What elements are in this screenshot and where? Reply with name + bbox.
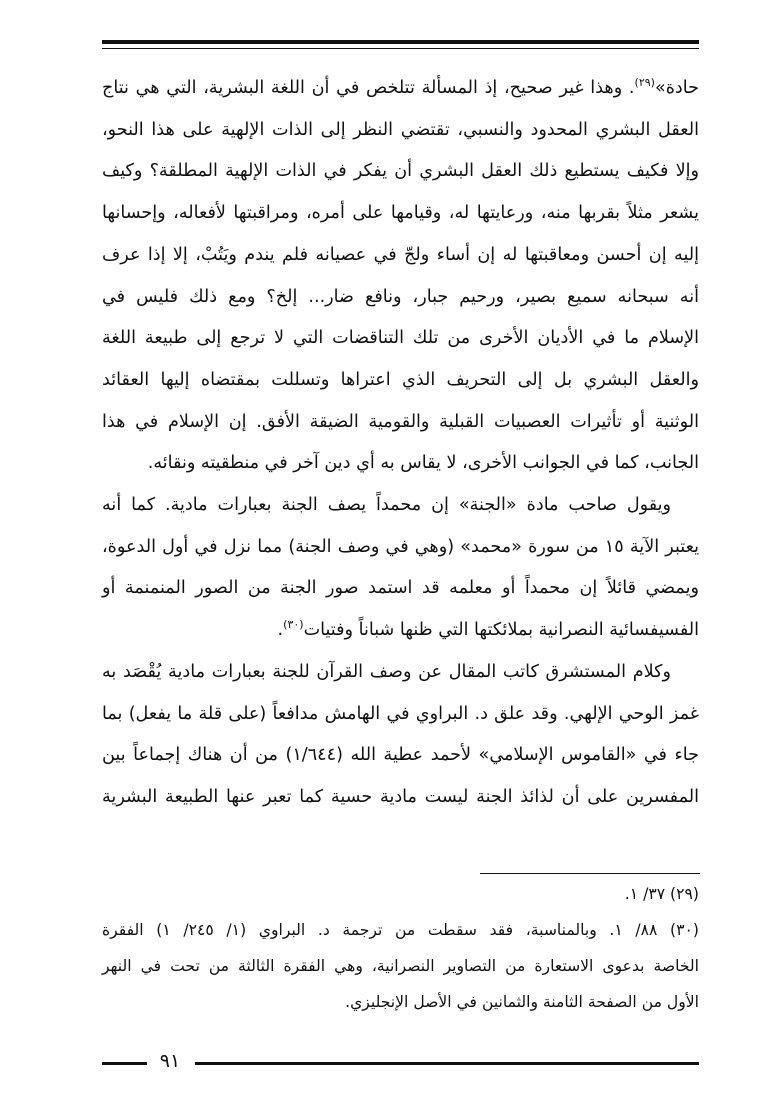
paragraph-1-line-9: الوثنية أو تأثيرات العصبيات القبلية والقومية الضيقة الأفق. إن الإسلام في هذا [102, 411, 699, 432]
paragraph-1-line-1 [102, 68, 699, 110]
paragraph-1-line-10: الجانب، كما في الجوانب الأخرى، لا يقاس به أي دين آخر في منطقيته ونقائه. [147, 453, 699, 474]
header-rule-thick [102, 40, 699, 44]
line-start: حادة» [654, 78, 699, 98]
paragraph-1-line-8: والعقل البشري بل إلى التحريف الذي اعتراها وتسللت بمقتضاه إليها العقائد [102, 369, 699, 390]
footnote-30-line-2: الخاصة بدعوى الاستعارة من التصاوير النصرانية، وهي الفقرة الثالثة من تحت في النهر [102, 957, 699, 975]
line-end: . [277, 620, 284, 641]
line-rest: . وهذا غير صحيح، إذ المسألة تتلخص في أن اللغة البشرية، التي هي نتاج [102, 78, 635, 98]
paragraph-2-line-3: ويمضي قائلاً إن محمداً أو معلمه قد استمد صور الجنة من الصور المنمنمة أو [102, 578, 699, 599]
footnote-30-line-1: (٣٠) ٨٨/ ١. وبالمناسبة، فقد سقطت من ترجمة د. البراوي (١/ ٢٤٥/ ١) الفقرة [102, 921, 699, 939]
paragraph-1-line-2: العقل البشري المحدود والنسبي، تقتضي النظر إلى الذات الإلهية على هذا النحو، [102, 119, 699, 140]
paragraph-3-line-2: غمز الوحي الإلهي. وقد علق د. البراوي في الهامش مدافعاً (على قلة ما يفعل) بما [102, 703, 699, 724]
paragraph-1-line-6: أنه سبحانه سميع بصير، ورحيم جبار، ونافع ضار... إلخ؟ ومع ذلك فليس في [102, 286, 699, 307]
paragraph-2-line-4 [102, 610, 699, 652]
page-number: ٩١ [159, 1050, 181, 1072]
footnote-ref-29[interactable]: (٢٩) [634, 76, 655, 90]
paragraph-1-line-3: وإلا فكيف يستطيع ذلك العقل البشري أن يفكر في الذات الإلهية المطلقة؟ وكيف [102, 161, 699, 182]
footer-rule-left [102, 1062, 147, 1065]
footnote-30-line-3: الأول من الصفحة الثامنة والثمانين في الأصل الإنجليزي. [345, 993, 699, 1011]
paragraph-2-line-1: ويقول صاحب مادة «الجنة» إن محمداً يصف الجنة بعبارات مادية. كما أنه [102, 495, 671, 516]
footnote-separator [480, 873, 700, 874]
paragraph-3-line-3: جاء في «القاموس الإسلامي» لأحمد عطية الله (١/٦٤٤) من أن هناك إجماعاً بين [102, 745, 699, 766]
footer-rule-right [195, 1062, 699, 1065]
paragraph-3-line-4: المفسرين على أن لذائذ الجنة ليست مادية حسية كما تعبر عنها الطبيعة البشرية [102, 786, 699, 807]
paragraph-1-line-4: يشعر مثلاً بقربها منه، ورعايتها له، وقيامها على أمره، ومراقبتها لأفعاله، وإحسانها [102, 203, 699, 224]
paragraph-1-line-5: إليه إن أحسن ومعاقبتها له إن أساء ولجّ في عصيانه فلم يندم ويَتُبْ، إلا إذا عرف [102, 244, 699, 265]
paragraph-3-line-1: وكلام المستشرق كاتب المقال عن وصف القرآن للجنة بعبارات مادية يُقْصَد به [102, 661, 671, 682]
footnote-29: (٢٩) ٣٧/ ١. [624, 885, 699, 903]
footnote-ref-30[interactable]: (٣٠) [283, 618, 304, 632]
footnotes [102, 876, 699, 1020]
line-text: الفسيفسائية النصرانية بملائكتها التي ظنها شباناً وفتيات [303, 620, 699, 641]
paragraph-1-line-7: الإسلام ما في الأديان الأخرى من تلك التناقضات التي لا ترجع إلى طبيعة اللغة [102, 328, 699, 349]
paragraph-2-line-2: يعتبر الآية ١٥ من سورة «محمد» (وهي في وصف الجنة) مما نزل في أول الدعوة، [102, 536, 699, 557]
main-text [102, 68, 699, 819]
header-rule-thin [102, 48, 699, 49]
